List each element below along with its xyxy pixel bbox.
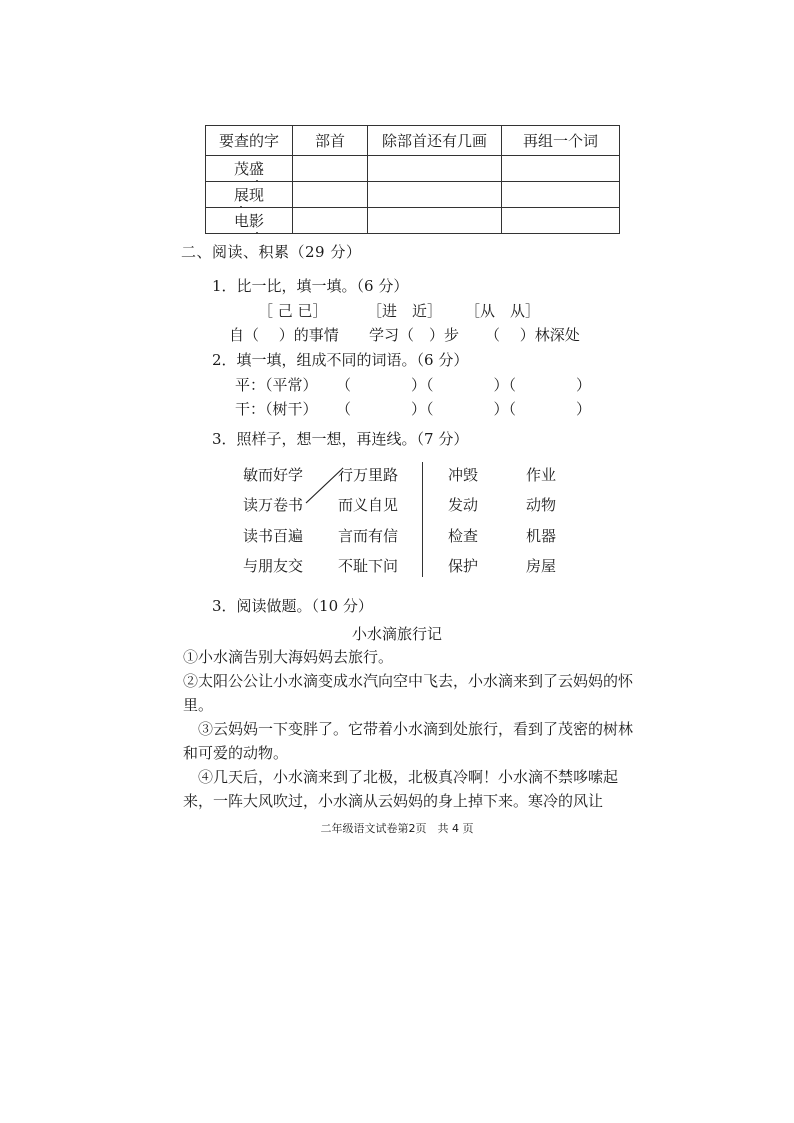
match-mid-item[interactable]: 行万里路 — [338, 466, 399, 484]
match-left-item[interactable]: 读万卷书 — [243, 496, 304, 514]
question-title: 2．填一填，组成不同的词语。（6 分） — [212, 351, 469, 369]
match-noun-item[interactable]: 作业 — [526, 466, 557, 484]
match-mid-item[interactable]: 不耻下问 — [338, 557, 399, 575]
word-label: 干：（树干） — [235, 400, 318, 418]
fill-phrase[interactable]: 学习（ ）步 — [369, 326, 460, 344]
word-blanks[interactable]: （ ）（ ）（ ） — [336, 400, 592, 418]
match-mid-item[interactable]: 而义自见 — [338, 496, 399, 514]
match-noun-item[interactable]: 动物 — [526, 496, 557, 514]
match-left-item[interactable]: 读书百遍 — [243, 527, 304, 545]
char: 现 — [249, 186, 265, 204]
fill-phrase[interactable]: （ ）林深处 — [485, 326, 580, 344]
table-header: 再组一个词 — [502, 126, 620, 156]
marked-char: 展 — [233, 186, 249, 204]
match-verb-item[interactable]: 保护 — [448, 557, 479, 575]
example-line — [306, 470, 341, 503]
char: 茂 — [233, 160, 249, 178]
match-left-item[interactable]: 与朋友交 — [243, 557, 304, 575]
reading-passage — [183, 645, 643, 813]
word-blanks[interactable]: （ ）（ ）（ ） — [336, 376, 592, 394]
passage-paragraph: ④几天后，小水滴来到了北极，北极真冷啊！小水滴不禁哆嗦起来，一阵大风吹过，小水滴从云妈妈的身上掉下来。寒冷的风让 — [183, 768, 619, 810]
question-title: 1．比一比，填一填。（6 分） — [212, 277, 409, 295]
table-header: 部首 — [293, 126, 368, 156]
passage-title: 小水滴旅行记 — [351, 625, 442, 643]
compare-group: ［进 近］ — [367, 302, 443, 320]
match-noun-item[interactable]: 房屋 — [526, 557, 557, 575]
compare-group: ［ 己 已］ — [258, 302, 328, 320]
marked-char: 影 — [249, 212, 265, 230]
table-header: 要查的字 — [206, 126, 293, 156]
match-verb-item[interactable]: 发动 — [448, 496, 479, 514]
word-label: 平：（平常） — [235, 376, 318, 394]
page-footer: 二年级语文试卷第2页 共 4 页 — [320, 822, 474, 835]
question-title: 3．阅读做题。（10 分） — [212, 597, 373, 615]
compare-group: ［从 从］ — [465, 302, 541, 320]
passage-paragraph: ③云妈妈一下变胖了。它带着小水滴到处旅行，看到了茂密的树林和可爱的动物。 — [183, 720, 634, 762]
match-verb-item[interactable]: 冲毁 — [448, 466, 479, 484]
match-noun-item[interactable]: 机器 — [526, 527, 557, 545]
question-title: 3．照样子，想一想，再连线。（7 分） — [212, 430, 469, 448]
match-divider — [422, 462, 423, 577]
passage-paragraph: ②太阳公公让小水滴变成水汽向空中飞去，小水滴来到了云妈妈的怀里。 — [183, 672, 634, 714]
match-mid-item[interactable]: 言而有信 — [338, 527, 399, 545]
table-header: 除部首还有几画 — [368, 126, 502, 156]
passage-paragraph: ①小水滴告别大海妈妈去旅行。 — [183, 648, 394, 666]
section-title: 二、阅读、积累（29 分） — [181, 243, 362, 261]
match-left-item[interactable]: 敏而好学 — [243, 466, 304, 484]
marked-char: 盛 — [249, 160, 265, 178]
fill-phrase[interactable]: 自（ ）的事情 — [229, 326, 339, 344]
char: 电 — [233, 212, 249, 230]
match-verb-item[interactable]: 检查 — [448, 527, 479, 545]
